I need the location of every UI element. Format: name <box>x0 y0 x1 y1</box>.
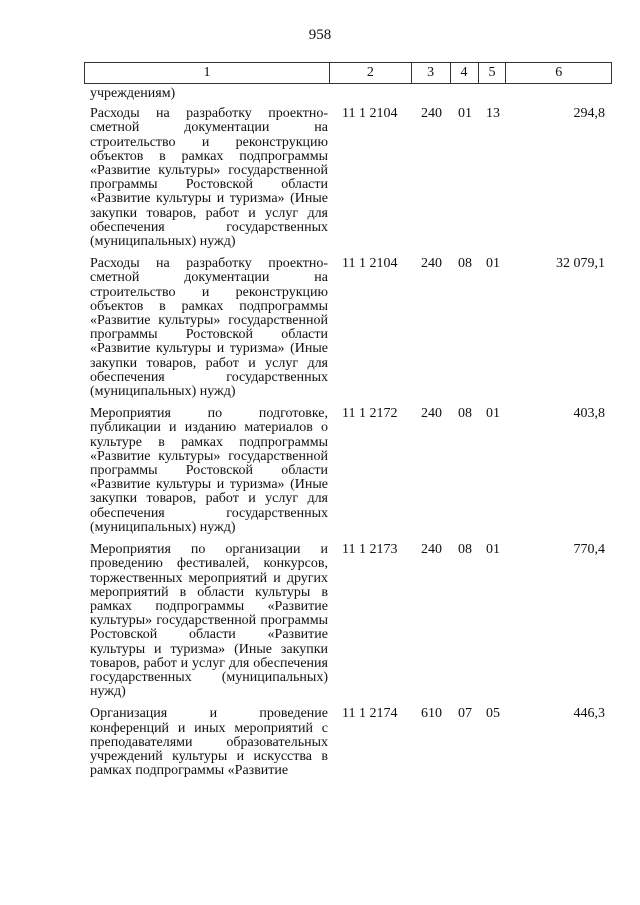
row-subsection: 01 <box>486 406 500 422</box>
table-row <box>84 257 612 399</box>
table-row <box>84 707 612 778</box>
row-description: Организация и проведение конференций и иных мероприятий с преподавателями образовательных учреждений культуры и искусства в рамках подпрограммы «Развитие <box>90 706 328 779</box>
row-section: 08 <box>458 256 472 272</box>
row-subsection: 05 <box>486 706 500 722</box>
row-description: Мероприятия по организации и проведению фестивалей, конкурсов, торжественных мероприятий и других мероприятий в области культуры в рамках подпрограммы «Развитие культуры» государственной программы Ростовской области «Развитие культуры и туризма» (Иные закупки товаров, работ и услуг для обеспечения государственных (муниципальных) нужд) <box>90 542 328 700</box>
row-description: Расходы на разработку проектно-сметной документации на строительство и реконструкцию объектов в рамках подпрограммы «Развитие культуры» государственной программы Ростовской области «Развитие культуры и туризма» (Иные закупки товаров, работ и услуг для обеспечения государственных (муниципальных) нужд) <box>90 106 328 250</box>
row-section: 08 <box>458 406 472 422</box>
row-section: 01 <box>458 106 472 122</box>
row-expense-type: 240 <box>421 256 442 272</box>
header-col-3: 3 <box>412 63 451 83</box>
budget-table <box>84 62 612 778</box>
row-amount: 770,4 <box>573 542 605 558</box>
header-col-1: 1 <box>85 63 330 83</box>
row-target-code: 11 1 2173 <box>342 542 398 558</box>
row-description: Расходы на разработку проектно-сметной документации на строительство и реконструкцию объектов в рамках подпрограммы «Развитие культуры» государственной программы Ростовской области «Развитие культуры и туризма» (Иные закупки товаров, работ и услуг для обеспечения государственных (муниципальных) нужд) <box>90 256 328 400</box>
table-row <box>84 543 612 699</box>
row-section: 07 <box>458 706 472 722</box>
row-description: Мероприятия по подготовке, публикации и изданию материалов о культуре в рамках подпрограммы «Развитие культуры» государственной программы Ростовской области «Развитие культуры и туризма» (Иные закупки товаров, работ и услуг для обеспечения государственных (муниципальных) нужд) <box>90 406 328 535</box>
row-expense-type: 240 <box>421 406 442 422</box>
table-row <box>84 407 612 535</box>
row-amount: 446,3 <box>573 706 605 722</box>
row-section: 08 <box>458 542 472 558</box>
row-subsection: 01 <box>486 256 500 272</box>
row-target-code: 11 1 2174 <box>342 706 398 722</box>
header-col-5: 5 <box>479 63 507 83</box>
header-col-4: 4 <box>451 63 479 83</box>
row-amount: 294,8 <box>573 106 605 122</box>
row-expense-type: 240 <box>421 106 442 122</box>
row-amount: 403,8 <box>573 406 605 422</box>
continuation-text: учреждениям) <box>90 86 176 101</box>
header-col-6: 6 <box>555 65 563 80</box>
row-target-code: 11 1 2104 <box>342 106 398 122</box>
row-expense-type: 610 <box>421 706 442 722</box>
header-col-2: 2 <box>330 63 412 83</box>
row-expense-type: 240 <box>421 542 442 558</box>
row-target-code: 11 1 2172 <box>342 406 398 422</box>
table-row <box>84 107 612 249</box>
row-amount: 32 079,1 <box>556 256 605 272</box>
row-subsection: 13 <box>486 106 500 122</box>
row-subsection: 01 <box>486 542 500 558</box>
row-target-code: 11 1 2104 <box>342 256 398 272</box>
page-number: 958 <box>308 27 332 43</box>
table-header <box>84 62 612 84</box>
